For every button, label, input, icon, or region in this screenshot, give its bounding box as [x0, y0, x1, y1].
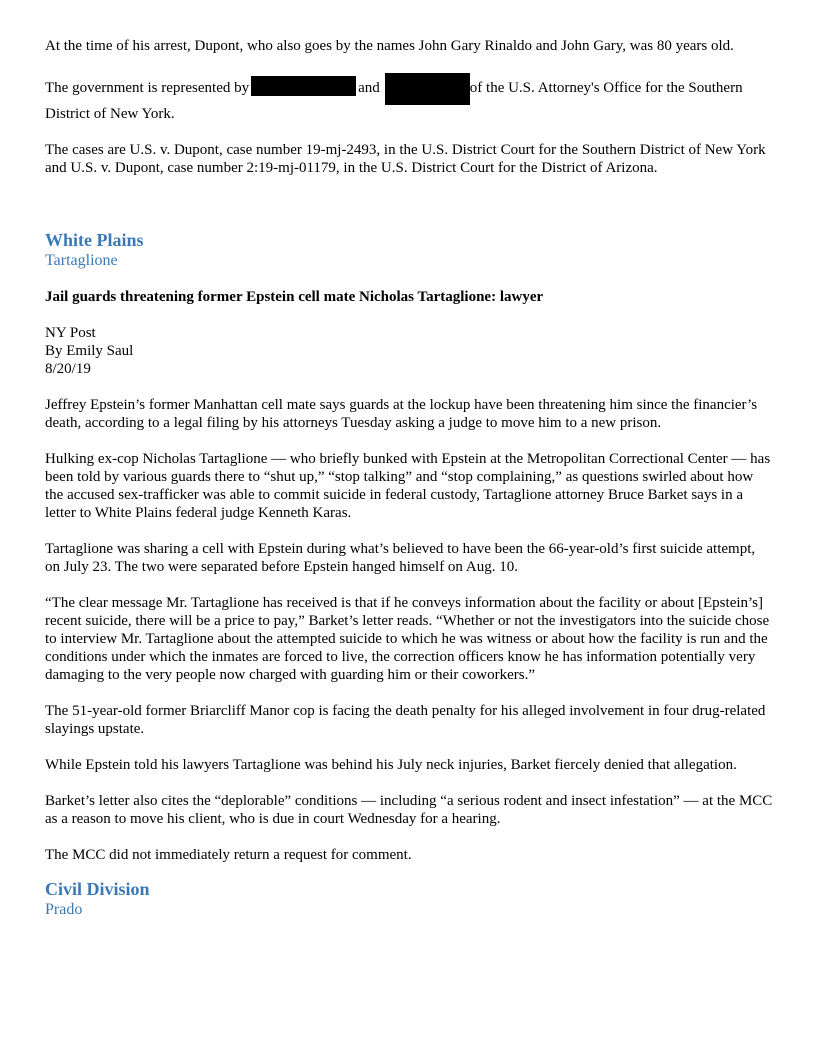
redaction-block [385, 73, 470, 105]
section-heading-civil-division: Civil Division [45, 879, 150, 899]
representation-text-mid: and [358, 80, 380, 96]
article-paragraph: While Epstein told his lawyers Tartaglione was behind his July neck injuries, Barket fiercely denied that allegation. [45, 757, 737, 773]
article-byline [45, 324, 773, 378]
representation-text-start: The government is represented by [45, 80, 250, 96]
section-subheading-tartaglione: Tartaglione [45, 252, 118, 269]
article-paragraph: Tartaglione was sharing a cell with Epstein during what’s believed to have been the 66-year-old’s first suicide attempt, on July 23. The two were separated before Epstein hanged himself on Aug. 10. [45, 541, 756, 575]
article-paragraph: “The clear message Mr. Tartaglione has received is that if he conveys information about the facility or about [Epstein’s] recent suicide, there will be a price to pay,” Barket’s letter reads. “Whether or not the investigators into the suicide chose to interview Mr. Tartaglione about the attempted suicide to which he was witness or about how the facility is run and the conditions under which the inmates are forced to live, the correction officers know he has information potentially very damaging to the very people now charged with guarding him or their coworkers.” [45, 595, 770, 683]
article-source: NY Post [45, 325, 96, 341]
intro-paragraph-2 [45, 73, 773, 123]
article-author: By Emily Saul [45, 343, 134, 359]
document-page [45, 37, 773, 920]
article-paragraph: The 51-year-old former Briarcliff Manor cop is facing the death penalty for his alleged involvement in four drug-related slayings upstate. [45, 703, 766, 737]
article-paragraph: Hulking ex-cop Nicholas Tartaglione — who briefly bunked with Epstein at the Metropolitan Correctional Center — has been told by various guards there to “shut up,” “stop talking” and “stop complaining,” as questions swirled about how the accused sex-trafficker was able to commit suicide in federal custody, Tartaglione attorney Bruce Barket says in a letter to White Plains federal judge Kenneth Karas. [45, 451, 771, 521]
article-headline: Jail guards threatening former Epstein cell mate Nicholas Tartaglione: lawyer [45, 289, 544, 305]
spacer [45, 271, 773, 288]
article-date: 8/20/19 [45, 361, 91, 377]
intro-paragraph-1: At the time of his arrest, Dupont, who also goes by the names John Gary Rinaldo and John Gary, was 80 years old. [45, 38, 734, 54]
section-heading-white-plains: White Plains [45, 230, 144, 250]
article-paragraph: The MCC did not immediately return a request for comment. [45, 847, 412, 863]
spacer [45, 195, 773, 229]
article-paragraph: Barket’s letter also cites the “deplorable” conditions — including “a serious rodent and insect infestation” — at the MCC as a reason to move his client, who is due in court Wednesday for a hearing. [45, 793, 773, 827]
section-subheading-prado: Prado [45, 901, 83, 918]
intro-paragraph-3: The cases are U.S. v. Dupont, case number 19-mj-2493, in the U.S. District Court for the Southern District of New York and U.S. v. Dupont, case number 2:19-mj-01179, in the U.S. District Court for the District of Arizona. [45, 142, 766, 176]
redaction-block [251, 76, 356, 96]
representation-text-end: of the U.S. Attorney's Office for the Southern District of New York. [45, 80, 743, 122]
spacer [45, 378, 773, 396]
article-paragraph: Jeffrey Epstein’s former Manhattan cell mate says guards at the lockup have been threatening him since the financier’s death, according to a legal filing by his attorneys Tuesday asking a judge to move him to a new prison. [45, 397, 758, 431]
